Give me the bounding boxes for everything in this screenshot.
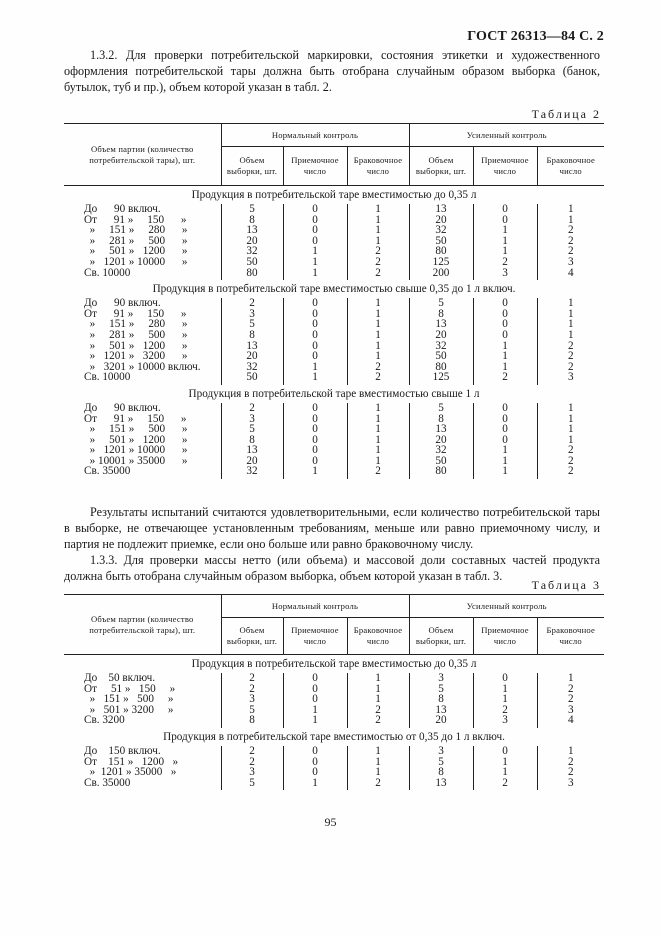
table-row — [64, 715, 604, 728]
header-strict-control: Усиленный контроль — [409, 595, 604, 618]
normal-accept-cell: 0 — [283, 767, 347, 778]
table-row — [64, 746, 604, 757]
header-lot-volume: Объем партии (количество потребительской тары), шт. — [64, 595, 221, 655]
strict-sample-cell: 5 — [409, 684, 473, 695]
lot-range-cell: » 151 » 500 » — [64, 424, 221, 435]
strict-accept-cell: 0 — [473, 204, 537, 215]
strict-sample-cell: 5 — [409, 757, 473, 768]
normal-accept-cell: 1 — [283, 257, 347, 268]
strict-accept-cell: 0 — [473, 414, 537, 425]
strict-accept-cell: 0 — [473, 435, 537, 446]
strict-reject-cell: 1 — [537, 673, 604, 684]
strict-accept-cell: 2 — [473, 705, 537, 716]
normal-sample-cell: 32 — [221, 362, 283, 373]
normal-sample-cell: 3 — [221, 414, 283, 425]
table-2 — [64, 123, 604, 479]
normal-sample-cell: 8 — [221, 715, 283, 728]
normal-reject-cell: 1 — [347, 204, 409, 215]
normal-accept-cell: 0 — [283, 445, 347, 456]
normal-reject-cell: 1 — [347, 236, 409, 247]
table-3 — [64, 594, 604, 790]
strict-accept-cell: 1 — [473, 445, 537, 456]
strict-accept-cell: 3 — [473, 268, 537, 281]
strict-reject-cell: 2 — [537, 767, 604, 778]
normal-accept-cell: 0 — [283, 414, 347, 425]
strict-sample-cell: 50 — [409, 456, 473, 467]
header-sample-size: Объем выборки, шт. — [221, 618, 283, 655]
strict-reject-cell: 3 — [537, 705, 604, 716]
strict-accept-cell: 0 — [473, 673, 537, 684]
normal-reject-cell: 1 — [347, 694, 409, 705]
table-group-row — [64, 186, 604, 205]
strict-accept-cell: 1 — [473, 362, 537, 373]
normal-reject-cell: 1 — [347, 445, 409, 456]
normal-reject-cell: 1 — [347, 435, 409, 446]
normal-sample-cell: 13 — [221, 445, 283, 456]
lot-range-cell: » 151 » 500 » — [64, 694, 221, 705]
strict-accept-cell: 0 — [473, 424, 537, 435]
normal-reject-cell: 1 — [347, 424, 409, 435]
strict-accept-cell: 0 — [473, 298, 537, 309]
normal-reject-cell: 1 — [347, 215, 409, 226]
normal-sample-cell: 5 — [221, 204, 283, 215]
strict-accept-cell: 1 — [473, 456, 537, 467]
table-row — [64, 330, 604, 341]
normal-sample-cell: 2 — [221, 298, 283, 309]
lot-range-cell: » 281 » 500 » — [64, 330, 221, 341]
strict-reject-cell: 2 — [537, 456, 604, 467]
normal-accept-cell: 0 — [283, 204, 347, 215]
strict-reject-cell: 1 — [537, 403, 604, 414]
strict-reject-cell: 1 — [537, 414, 604, 425]
strict-reject-cell: 2 — [537, 362, 604, 373]
lot-range-cell: » 151 » 280 » — [64, 319, 221, 330]
normal-reject-cell: 1 — [347, 351, 409, 362]
strict-sample-cell: 20 — [409, 715, 473, 728]
strict-sample-cell: 50 — [409, 236, 473, 247]
normal-sample-cell: 2 — [221, 757, 283, 768]
normal-accept-cell: 0 — [283, 694, 347, 705]
lot-range-cell: От 151 » 1200 » — [64, 757, 221, 768]
strict-sample-cell: 8 — [409, 309, 473, 320]
normal-reject-cell: 2 — [347, 362, 409, 373]
table-row — [64, 456, 604, 467]
paragraph-1-3-3: 1.3.3. Для проверки массы нетто (или объема) и массовой доли составных частей продукта должна быть отобрана случайным образом выборка, объем которой указан в табл. 3. — [64, 553, 600, 583]
table-group-row — [64, 385, 604, 403]
strict-reject-cell: 1 — [537, 435, 604, 446]
normal-accept-cell: 0 — [283, 424, 347, 435]
strict-sample-cell: 200 — [409, 268, 473, 281]
table-row — [64, 257, 604, 268]
strict-accept-cell: 1 — [473, 684, 537, 695]
lot-range-cell: » 1201 » 10000 » — [64, 445, 221, 456]
normal-reject-cell: 1 — [347, 403, 409, 414]
normal-reject-cell: 2 — [347, 257, 409, 268]
normal-reject-cell: 2 — [347, 372, 409, 385]
normal-reject-cell: 1 — [347, 309, 409, 320]
strict-sample-cell: 5 — [409, 298, 473, 309]
header-strict-control: Усиленный контроль — [409, 124, 604, 147]
strict-reject-cell: 2 — [537, 445, 604, 456]
lot-range-cell: Св. 10000 — [64, 372, 221, 385]
table-row — [64, 778, 604, 791]
header-acceptance-number: Приемочное число — [473, 147, 537, 186]
normal-reject-cell: 1 — [347, 757, 409, 768]
group-title: Продукция в потребительской таре вместимостью до 0,35 л — [191, 658, 477, 670]
table-row — [64, 673, 604, 684]
normal-reject-cell: 2 — [347, 778, 409, 791]
strict-accept-cell: 1 — [473, 341, 537, 352]
lot-range-cell: От 51 » 150 » — [64, 684, 221, 695]
strict-sample-cell: 20 — [409, 330, 473, 341]
strict-sample-cell: 80 — [409, 246, 473, 257]
normal-accept-cell: 1 — [283, 246, 347, 257]
normal-sample-cell: 2 — [221, 746, 283, 757]
lot-range-cell: До 90 включ. — [64, 204, 221, 215]
strict-accept-cell: 3 — [473, 715, 537, 728]
strict-sample-cell: 32 — [409, 225, 473, 236]
header-acceptance-number: Приемочное число — [283, 618, 347, 655]
strict-accept-cell: 0 — [473, 319, 537, 330]
normal-reject-cell: 1 — [347, 341, 409, 352]
normal-accept-cell: 0 — [283, 319, 347, 330]
strict-accept-cell: 1 — [473, 246, 537, 257]
normal-accept-cell: 0 — [283, 757, 347, 768]
strict-sample-cell: 3 — [409, 746, 473, 757]
strict-accept-cell: 1 — [473, 225, 537, 236]
normal-reject-cell: 2 — [347, 268, 409, 281]
normal-sample-cell: 3 — [221, 309, 283, 320]
normal-sample-cell: 2 — [221, 684, 283, 695]
normal-sample-cell: 32 — [221, 246, 283, 257]
table-2-caption: Таблица 2 — [531, 107, 601, 121]
strict-reject-cell: 3 — [537, 372, 604, 385]
strict-accept-cell: 0 — [473, 309, 537, 320]
strict-sample-cell: 3 — [409, 673, 473, 684]
strict-accept-cell: 2 — [473, 372, 537, 385]
normal-sample-cell: 8 — [221, 215, 283, 226]
table-row — [64, 268, 604, 281]
lot-range-cell: » 10001 » 35000 » — [64, 456, 221, 467]
normal-sample-cell: 13 — [221, 225, 283, 236]
strict-accept-cell: 1 — [473, 757, 537, 768]
normal-accept-cell: 0 — [283, 746, 347, 757]
strict-reject-cell: 1 — [537, 204, 604, 215]
normal-sample-cell: 20 — [221, 351, 283, 362]
normal-accept-cell: 0 — [283, 684, 347, 695]
header-sample-size: Объем выборки, шт. — [409, 618, 473, 655]
strict-reject-cell: 2 — [537, 694, 604, 705]
normal-accept-cell: 0 — [283, 435, 347, 446]
normal-accept-cell: 1 — [283, 362, 347, 373]
strict-sample-cell: 32 — [409, 341, 473, 352]
lot-range-cell: От 91 » 150 » — [64, 309, 221, 320]
strict-reject-cell: 1 — [537, 424, 604, 435]
strict-sample-cell: 125 — [409, 257, 473, 268]
normal-reject-cell: 2 — [347, 466, 409, 479]
lot-range-cell: Св. 10000 — [64, 268, 221, 281]
lot-range-cell: » 1201 » 10000 » — [64, 257, 221, 268]
lot-range-cell: До 90 включ. — [64, 403, 221, 414]
header-normal-control: Нормальный контроль — [221, 595, 409, 618]
normal-sample-cell: 3 — [221, 767, 283, 778]
group-title: Продукция в потребительской таре вместимостью свыше 0,35 до 1 л включ. — [152, 283, 516, 296]
header-rejection-number: Браковочное число — [537, 147, 604, 186]
strict-reject-cell: 1 — [537, 298, 604, 309]
lot-range-cell: Св. 35000 — [64, 778, 221, 791]
table-row — [64, 362, 604, 373]
strict-accept-cell: 1 — [473, 466, 537, 479]
lot-range-cell: До 50 включ. — [64, 673, 221, 684]
normal-reject-cell: 1 — [347, 746, 409, 757]
normal-sample-cell: 80 — [221, 268, 283, 281]
strict-sample-cell: 8 — [409, 767, 473, 778]
document-code-header: ГОСТ 26313—84 С. 2 — [467, 29, 604, 44]
normal-accept-cell: 1 — [283, 778, 347, 791]
lot-range-cell: » 501 » 1200 » — [64, 341, 221, 352]
strict-reject-cell: 2 — [537, 225, 604, 236]
normal-sample-cell: 32 — [221, 466, 283, 479]
lot-range-cell: » 151 » 280 » — [64, 225, 221, 236]
lot-range-cell: » 501 » 1200 » — [64, 246, 221, 257]
strict-accept-cell: 0 — [473, 746, 537, 757]
normal-reject-cell: 2 — [347, 705, 409, 716]
normal-sample-cell: 50 — [221, 372, 283, 385]
normal-reject-cell: 1 — [347, 456, 409, 467]
strict-sample-cell: 20 — [409, 215, 473, 226]
normal-accept-cell: 0 — [283, 225, 347, 236]
normal-reject-cell: 1 — [347, 319, 409, 330]
strict-accept-cell: 1 — [473, 236, 537, 247]
strict-reject-cell: 2 — [537, 466, 604, 479]
strict-reject-cell: 3 — [537, 778, 604, 791]
table-row — [64, 466, 604, 479]
table-2-body — [64, 186, 604, 480]
header-lot-volume: Объем партии (количество потребительской тары), шт. — [64, 124, 221, 186]
strict-accept-cell: 0 — [473, 215, 537, 226]
normal-accept-cell: 1 — [283, 466, 347, 479]
table-row — [64, 403, 604, 414]
normal-sample-cell: 13 — [221, 341, 283, 352]
strict-sample-cell: 8 — [409, 694, 473, 705]
table-3-caption: Таблица 3 — [531, 578, 601, 592]
strict-reject-cell: 1 — [537, 215, 604, 226]
normal-reject-cell: 2 — [347, 715, 409, 728]
normal-sample-cell: 20 — [221, 236, 283, 247]
table-group-row — [64, 728, 604, 746]
paragraph-1-3-2: 1.3.2. Для проверки потребительской маркировки, состояния этикетки и художественного оформления потребительской тары должна быть отобрана случайным образом выборка (банок, бутылок, туб и пр.), объем которой указан в табл. 2. — [64, 48, 600, 94]
normal-reject-cell: 1 — [347, 414, 409, 425]
header-normal-control: Нормальный контроль — [221, 124, 409, 147]
normal-reject-cell: 2 — [347, 246, 409, 257]
normal-sample-cell: 20 — [221, 456, 283, 467]
strict-reject-cell: 3 — [537, 257, 604, 268]
strict-accept-cell: 0 — [473, 403, 537, 414]
lot-range-cell: » 3201 » 10000 включ. — [64, 362, 221, 373]
strict-sample-cell: 13 — [409, 204, 473, 215]
normal-accept-cell: 0 — [283, 673, 347, 684]
strict-sample-cell: 13 — [409, 705, 473, 716]
normal-reject-cell: 1 — [347, 298, 409, 309]
normal-accept-cell: 1 — [283, 715, 347, 728]
normal-sample-cell: 8 — [221, 330, 283, 341]
table-group-row — [64, 655, 604, 674]
strict-accept-cell: 1 — [473, 351, 537, 362]
normal-accept-cell: 1 — [283, 268, 347, 281]
header-rejection-number: Браковочное число — [347, 618, 409, 655]
normal-sample-cell: 2 — [221, 673, 283, 684]
strict-accept-cell: 2 — [473, 257, 537, 268]
normal-sample-cell: 5 — [221, 705, 283, 716]
normal-accept-cell: 0 — [283, 403, 347, 414]
group-title: Продукция в потребительской таре вместимостью от 0,35 до 1 л включ. — [163, 730, 505, 743]
paragraph-results: Результаты испытаний считаются удовлетворительными, если количество потребительской тары в выборке, не отвечающее установленным требованиям, меньше или равно приемочному числу, и партия не подлежит приемке, если оно больше или равно браковочному числу. — [64, 505, 600, 551]
strict-accept-cell: 1 — [473, 767, 537, 778]
table-row — [64, 705, 604, 716]
strict-accept-cell: 0 — [473, 330, 537, 341]
lot-range-cell: От 91 » 150 » — [64, 215, 221, 226]
normal-sample-cell: 5 — [221, 424, 283, 435]
normal-accept-cell: 1 — [283, 372, 347, 385]
strict-sample-cell: 13 — [409, 424, 473, 435]
normal-reject-cell: 1 — [347, 330, 409, 341]
strict-sample-cell: 80 — [409, 362, 473, 373]
strict-reject-cell: 1 — [537, 330, 604, 341]
normal-accept-cell: 0 — [283, 330, 347, 341]
lot-range-cell: » 501 » 3200 » — [64, 705, 221, 716]
lot-range-cell: » 1201 » 35000 » — [64, 767, 221, 778]
strict-reject-cell: 4 — [537, 715, 604, 728]
normal-sample-cell: 8 — [221, 435, 283, 446]
lot-range-cell: » 1201 » 3200 » — [64, 351, 221, 362]
lot-range-cell: Св. 35000 — [64, 466, 221, 479]
normal-accept-cell: 0 — [283, 456, 347, 467]
normal-sample-cell: 5 — [221, 319, 283, 330]
lot-range-cell: Св. 3200 — [64, 715, 221, 728]
normal-accept-cell: 1 — [283, 705, 347, 716]
normal-accept-cell: 0 — [283, 215, 347, 226]
header-rejection-number: Браковочное число — [347, 147, 409, 186]
strict-reject-cell: 1 — [537, 309, 604, 320]
strict-sample-cell: 20 — [409, 435, 473, 446]
normal-sample-cell: 50 — [221, 257, 283, 268]
strict-accept-cell: 1 — [473, 694, 537, 705]
strict-sample-cell: 80 — [409, 466, 473, 479]
normal-reject-cell: 1 — [347, 684, 409, 695]
normal-accept-cell: 0 — [283, 351, 347, 362]
lot-range-cell: До 150 включ. — [64, 746, 221, 757]
table-group-row — [64, 280, 604, 298]
normal-accept-cell: 0 — [283, 309, 347, 320]
strict-sample-cell: 50 — [409, 351, 473, 362]
strict-reject-cell: 1 — [537, 319, 604, 330]
normal-accept-cell: 0 — [283, 341, 347, 352]
strict-reject-cell: 2 — [537, 236, 604, 247]
header-acceptance-number: Приемочное число — [473, 618, 537, 655]
lot-range-cell: » 501 » 1200 » — [64, 435, 221, 446]
strict-reject-cell: 2 — [537, 246, 604, 257]
group-title: Продукция в потребительской таре вместимостью до 0,35 л — [191, 189, 477, 201]
strict-sample-cell: 125 — [409, 372, 473, 385]
table-row — [64, 767, 604, 778]
normal-sample-cell: 2 — [221, 403, 283, 414]
table-3-body — [64, 655, 604, 791]
strict-sample-cell: 13 — [409, 319, 473, 330]
page-number: 95 — [324, 815, 337, 829]
normal-sample-cell: 5 — [221, 778, 283, 791]
normal-accept-cell: 0 — [283, 236, 347, 247]
lot-range-cell: » 281 » 500 » — [64, 236, 221, 247]
header-rejection-number: Браковочное число — [537, 618, 604, 655]
table-row — [64, 372, 604, 385]
strict-sample-cell: 13 — [409, 778, 473, 791]
strict-reject-cell: 2 — [537, 684, 604, 695]
strict-sample-cell: 8 — [409, 414, 473, 425]
normal-accept-cell: 0 — [283, 298, 347, 309]
strict-accept-cell: 2 — [473, 778, 537, 791]
strict-reject-cell: 1 — [537, 746, 604, 757]
lot-range-cell: До 90 включ. — [64, 298, 221, 309]
lot-range-cell: От 91 » 150 » — [64, 414, 221, 425]
strict-reject-cell: 2 — [537, 341, 604, 352]
header-sample-size: Объем выборки, шт. — [409, 147, 473, 186]
header-sample-size: Объем выборки, шт. — [221, 147, 283, 186]
strict-reject-cell: 2 — [537, 351, 604, 362]
strict-sample-cell: 5 — [409, 403, 473, 414]
normal-reject-cell: 1 — [347, 673, 409, 684]
header-acceptance-number: Приемочное число — [283, 147, 347, 186]
normal-sample-cell: 3 — [221, 694, 283, 705]
strict-reject-cell: 2 — [537, 757, 604, 768]
table-row — [64, 204, 604, 215]
normal-reject-cell: 1 — [347, 225, 409, 236]
normal-reject-cell: 1 — [347, 767, 409, 778]
strict-sample-cell: 32 — [409, 445, 473, 456]
strict-reject-cell: 4 — [537, 268, 604, 281]
group-title: Продукция в потребительской таре вместимостью свыше 1 л — [188, 387, 480, 400]
